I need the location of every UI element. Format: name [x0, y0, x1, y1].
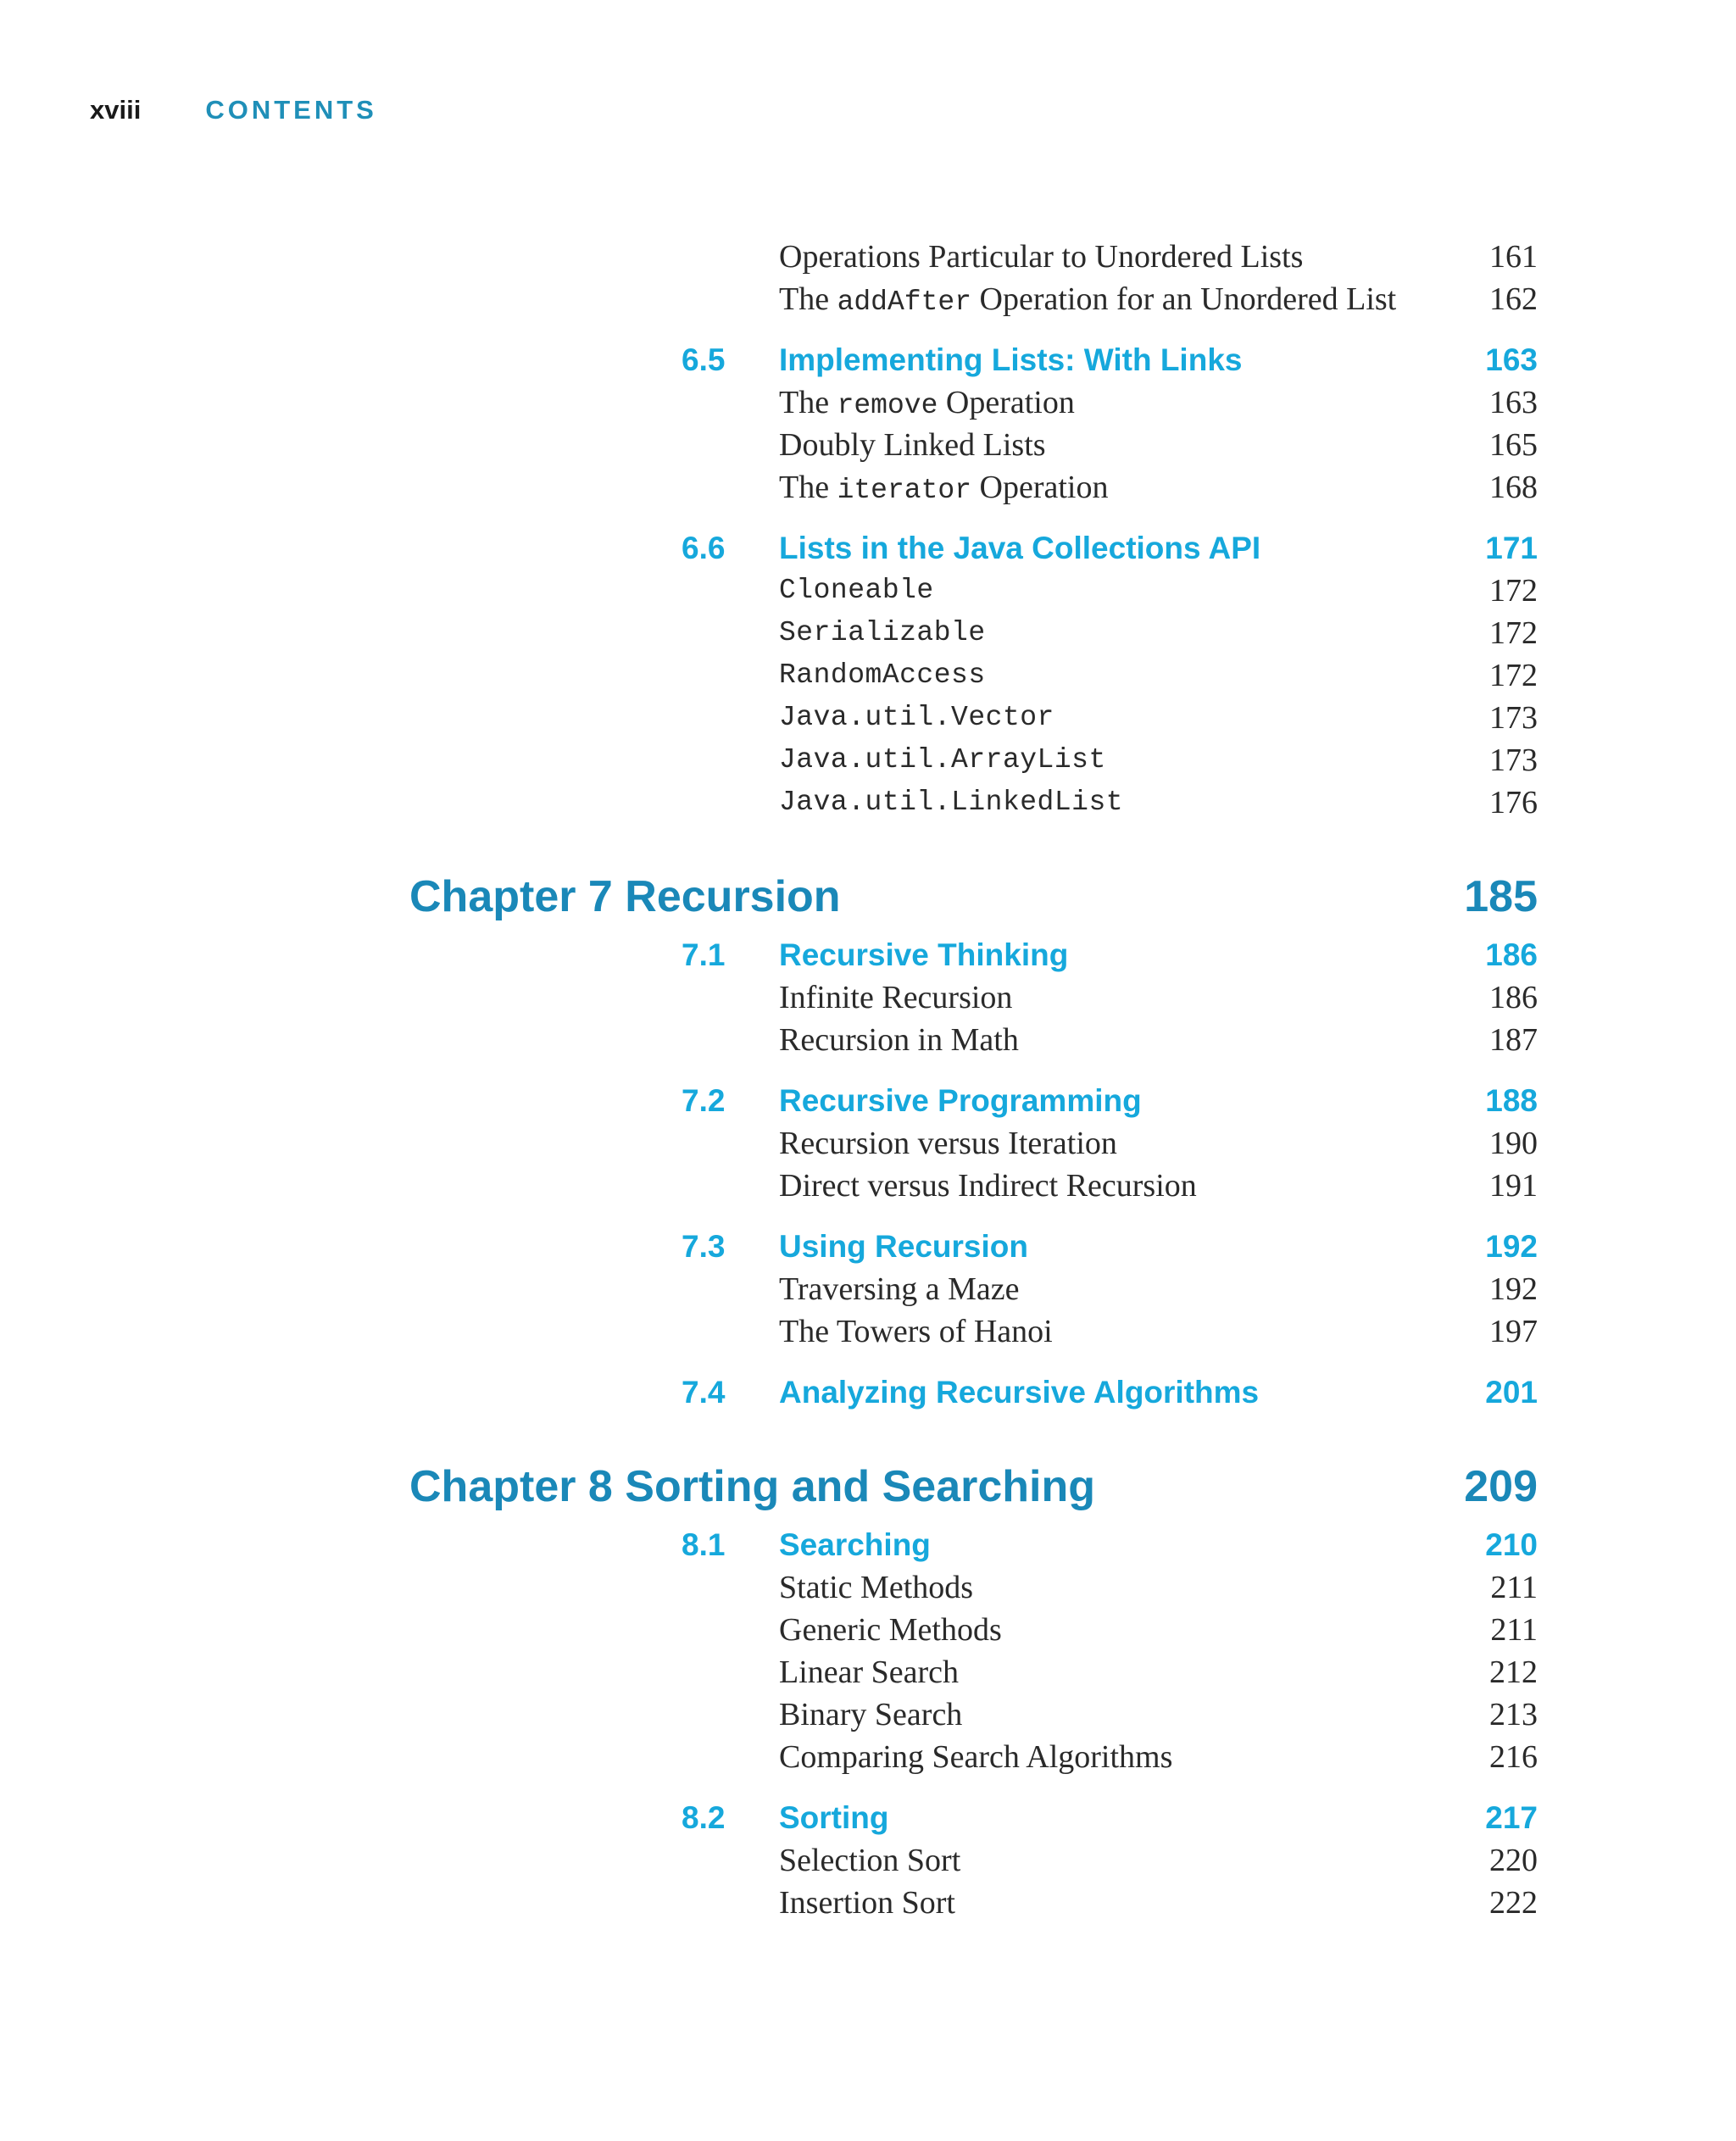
toc-entry-page: 211 [1490, 1570, 1538, 1605]
toc-entry-title: Operations Particular to Unordered Lists [779, 239, 1304, 275]
toc-entry-title: Selection Sort [779, 1843, 961, 1878]
toc-entry-text: Operation [938, 385, 1075, 420]
section-page: 188 [1485, 1083, 1538, 1118]
toc-section-8-2[interactable] [0, 1797, 1736, 1839]
toc-entry-title: Insertion Sort [779, 1885, 955, 1921]
section-number: 7.3 [682, 1229, 726, 1264]
toc-entry-title: The Towers of Hanoi [779, 1314, 1053, 1349]
toc-chapter-7[interactable] [0, 865, 1736, 929]
toc-entry[interactable] [0, 1882, 1736, 1924]
section-page: 163 [1485, 342, 1538, 377]
section-page: 210 [1485, 1527, 1538, 1562]
toc-entry-title: Static Methods [779, 1570, 974, 1605]
section-number: 7.2 [682, 1083, 726, 1118]
section-page: 192 [1485, 1229, 1538, 1264]
toc-entry-text: Operation for an Unordered List [971, 281, 1397, 317]
section-page: 171 [1485, 531, 1538, 565]
toc-entry[interactable] [0, 1566, 1736, 1609]
section-number: 8.2 [682, 1800, 726, 1835]
toc-entry[interactable] [0, 1165, 1736, 1207]
toc-entry-title: Generic Methods [779, 1612, 1002, 1648]
section-title: Searching [779, 1527, 931, 1562]
toc-section-6-6[interactable] [0, 527, 1736, 570]
toc-entry[interactable] [0, 1019, 1736, 1061]
toc-entry-page: 172 [1489, 615, 1538, 651]
toc-entry-page: 176 [1489, 785, 1538, 820]
toc-entry-title: Direct versus Indirect Recursion [779, 1168, 1197, 1204]
toc-entry-page: 192 [1489, 1271, 1538, 1307]
toc-entry-page: 168 [1489, 470, 1538, 505]
section-title: Implementing Lists: With Links [779, 342, 1243, 377]
toc-entry-title [779, 466, 1108, 512]
toc-entry-title: Linear Search [779, 1654, 960, 1690]
table-of-contents [0, 236, 1736, 1924]
code-term: iterator [837, 475, 972, 506]
section-title: Recursive Programming [779, 1083, 1142, 1118]
section-page: 217 [1485, 1800, 1538, 1835]
section-number: 7.1 [682, 937, 726, 972]
chapter-page: 185 [1464, 872, 1538, 921]
toc-entry[interactable] [0, 976, 1736, 1019]
toc-entry[interactable] [0, 654, 1736, 697]
toc-entry[interactable] [0, 781, 1736, 824]
section-title: Recursive Thinking [779, 937, 1069, 972]
toc-entry-text: The [779, 281, 837, 317]
toc-entry-page: 190 [1489, 1126, 1538, 1161]
section-title: Using Recursion [779, 1229, 1028, 1264]
running-head [90, 95, 377, 131]
toc-chapter-8[interactable] [0, 1454, 1736, 1519]
chapter-title: Chapter 8 Sorting and Searching [409, 1462, 1096, 1511]
toc-entry[interactable] [0, 381, 1736, 424]
toc-entry[interactable] [0, 1693, 1736, 1736]
toc-entry-page: 191 [1489, 1168, 1538, 1204]
toc-entry-page: 172 [1489, 573, 1538, 609]
toc-entry-title: Recursion versus Iteration [779, 1126, 1117, 1161]
toc-entry-title: Doubly Linked Lists [779, 427, 1046, 463]
toc-entry[interactable] [0, 278, 1736, 320]
toc-entry-page: 213 [1489, 1697, 1538, 1732]
section-page: 201 [1485, 1375, 1538, 1410]
toc-entry-title: Serializable [779, 617, 986, 648]
toc-entry-text: Operation [971, 470, 1109, 505]
toc-entry-title [779, 278, 1396, 324]
toc-entry-title: Java.util.ArrayList [779, 744, 1106, 776]
toc-entry-title: Java.util.LinkedList [779, 787, 1124, 818]
toc-entry[interactable] [0, 1609, 1736, 1651]
toc-section-7-1[interactable] [0, 934, 1736, 976]
toc-entry-page: 172 [1489, 658, 1538, 693]
toc-entry[interactable] [0, 1651, 1736, 1693]
toc-entry-page: 161 [1489, 239, 1538, 275]
toc-entry[interactable] [0, 1122, 1736, 1165]
toc-entry-page: 173 [1489, 700, 1538, 736]
toc-entry-page: 186 [1489, 980, 1538, 1015]
toc-entry-title: Traversing a Maze [779, 1271, 1020, 1307]
section-title: Analyzing Recursive Algorithms [779, 1375, 1260, 1410]
toc-entry-title: Java.util.Vector [779, 702, 1054, 733]
section-page: 186 [1485, 937, 1538, 972]
toc-entry-title: Infinite Recursion [779, 980, 1013, 1015]
code-term: remove [837, 390, 938, 421]
chapter-page: 209 [1464, 1462, 1538, 1511]
toc-entry[interactable] [0, 1268, 1736, 1310]
toc-section-6-5[interactable] [0, 339, 1736, 381]
toc-entry-title: Comparing Search Algorithms [779, 1739, 1173, 1775]
section-number: 6.5 [682, 342, 726, 377]
toc-entry-page: 197 [1489, 1314, 1538, 1349]
toc-entry[interactable] [0, 466, 1736, 509]
toc-entry-page: 162 [1489, 281, 1538, 317]
toc-entry-title: Binary Search [779, 1697, 963, 1732]
toc-entry-page: 212 [1489, 1654, 1538, 1690]
section-title: Sorting [779, 1800, 889, 1835]
toc-entry-title: Recursion in Math [779, 1022, 1019, 1058]
toc-section-7-4[interactable] [0, 1371, 1736, 1414]
toc-entry-text: The [779, 470, 837, 505]
toc-section-7-3[interactable] [0, 1226, 1736, 1268]
code-term: addAfter [837, 286, 972, 318]
section-number: 8.1 [682, 1527, 726, 1562]
toc-section-7-2[interactable] [0, 1080, 1736, 1122]
toc-entry[interactable] [0, 1839, 1736, 1882]
toc-entry-title: RandomAccess [779, 659, 986, 691]
toc-entry-title [779, 381, 1075, 427]
toc-entry-page: 222 [1489, 1885, 1538, 1921]
toc-entry[interactable] [0, 236, 1736, 278]
section-title: Lists in the Java Collections API [779, 531, 1261, 565]
toc-entry-text: The [779, 385, 837, 420]
toc-entry[interactable] [0, 1310, 1736, 1353]
running-title: CONTENTS [205, 95, 377, 125]
toc-entry-page: 173 [1489, 742, 1538, 778]
toc-entry-page: 211 [1490, 1612, 1538, 1648]
toc-entry[interactable] [0, 1736, 1736, 1778]
toc-entry[interactable] [0, 424, 1736, 466]
toc-entry[interactable] [0, 697, 1736, 739]
chapter-title: Chapter 7 Recursion [409, 872, 841, 921]
section-number: 7.4 [682, 1375, 726, 1410]
toc-entry[interactable] [0, 739, 1736, 781]
toc-entry-page: 187 [1489, 1022, 1538, 1058]
toc-entry[interactable] [0, 612, 1736, 654]
toc-section-8-1[interactable] [0, 1524, 1736, 1566]
toc-entry-page: 165 [1489, 427, 1538, 463]
toc-entry[interactable] [0, 570, 1736, 612]
toc-entry-title: Cloneable [779, 575, 934, 606]
toc-entry-page: 220 [1489, 1843, 1538, 1878]
toc-entry-page: 163 [1489, 385, 1538, 420]
toc-entry-page: 216 [1489, 1739, 1538, 1775]
section-number: 6.6 [682, 531, 726, 565]
page-folio: xviii [90, 95, 142, 125]
